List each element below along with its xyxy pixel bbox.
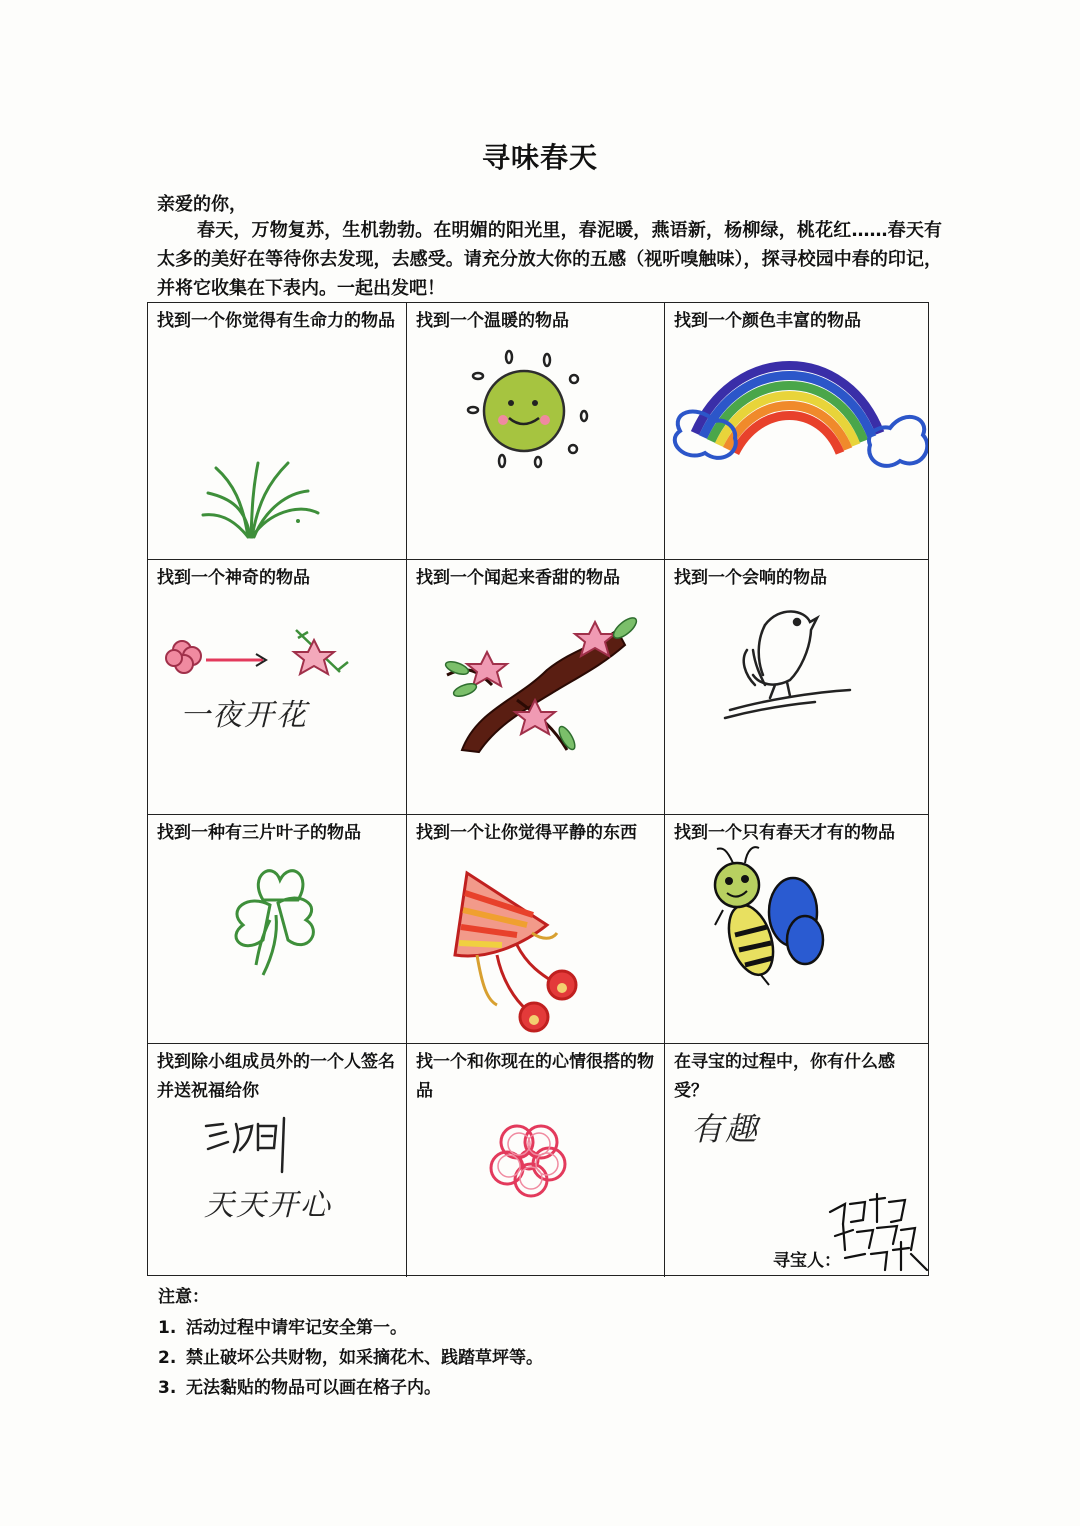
- cell-prompt: 找到一个闻起来香甜的物品: [416, 568, 620, 588]
- cell-prompt: 找到除小组成员外的一个人签名并送祝福给你: [157, 1052, 395, 1101]
- intro-paragraph: 春天，万物复苏，生机勃勃。在明媚的阳光里，春泥暖，燕语新，杨柳绿，桃花红……春天有太多的美好在等待你去发现，去感受。请充分放大你的五感（视听嗅触味），探寻校园中春的印记，并将它收集在下表内。一起出发吧！: [157, 220, 942, 299]
- cell-prompt: 找到一个温暖的物品: [416, 311, 569, 331]
- sun-drawing: [407, 303, 665, 560]
- finder-label: 寻宝人：: [773, 1251, 841, 1271]
- cell-prompt: 找到一个只有春天才有的物品: [674, 823, 895, 843]
- signature-scribble: [148, 1044, 407, 1277]
- note-item: [158, 1343, 543, 1373]
- greeting: 亲爱的你，: [157, 194, 247, 215]
- grid-cell-spring-only: [665, 815, 928, 1044]
- grid-cell-mood: [407, 1044, 665, 1277]
- cell-prompt: 找一个和你现在的心情很搭的物品: [416, 1052, 654, 1101]
- jellyfish-drawing: [407, 815, 665, 1044]
- handwritten-blessing: 天天开心: [204, 1188, 332, 1223]
- notes-title: 注意：: [158, 1287, 209, 1307]
- note-item: [158, 1373, 543, 1403]
- cell-prompt: 找到一个会响的物品: [674, 568, 827, 588]
- treasure-hunt-grid: [147, 302, 929, 1276]
- grid-cell-vitality: [148, 303, 407, 560]
- clover-drawing: [148, 815, 407, 1044]
- grass-drawing: [148, 303, 407, 560]
- pink-flower-drawing: [407, 1044, 665, 1277]
- grid-cell-sound: [665, 560, 928, 815]
- finder-signatures: [665, 1044, 928, 1277]
- note-text: 无法黏贴的物品可以画在格子内。: [186, 1378, 441, 1398]
- handwritten-feeling: 有趣: [691, 1110, 760, 1148]
- note-text: 活动过程中请牢记安全第一。: [186, 1318, 407, 1338]
- page-title: 寻味春天: [481, 141, 598, 174]
- grid-cell-calm: [407, 815, 665, 1044]
- grid-cell-colorful: [665, 303, 928, 560]
- note-number: 1.: [158, 1318, 177, 1338]
- grid-cell-feeling: [665, 1044, 928, 1277]
- cell-prompt: 找到一个神奇的物品: [157, 568, 310, 588]
- bee-drawing: [665, 815, 928, 1044]
- bird-drawing: [665, 560, 928, 815]
- grid-cell-warm: [407, 303, 665, 560]
- grid-cell-magical: [148, 560, 407, 815]
- note-item: [158, 1313, 543, 1343]
- cell-prompt: 在寻宝的过程中，你有什么感受？: [674, 1052, 895, 1101]
- blossom-branch-drawing: [407, 560, 665, 815]
- cell-prompt: 找到一个让你觉得平静的东西: [416, 823, 637, 843]
- grid-cell-sweet-smell: [407, 560, 665, 815]
- notes-section: [158, 1282, 543, 1403]
- grid-cell-signature: [148, 1044, 407, 1277]
- handwritten-note: 一夜开花: [180, 698, 308, 733]
- note-number: 3.: [158, 1378, 177, 1398]
- cell-prompt: 找到一种有三片叶子的物品: [157, 823, 361, 843]
- grid-cell-three-leaves: [148, 815, 407, 1044]
- blooming-flower-drawing: [148, 560, 407, 815]
- rainbow-drawing: [665, 303, 928, 560]
- cell-prompt: 找到一个你觉得有生命力的物品: [157, 311, 395, 331]
- note-number: 2.: [158, 1348, 177, 1368]
- cell-prompt: 找到一个颜色丰富的物品: [674, 311, 861, 331]
- note-text: 禁止破坏公共财物，如采摘花木、践踏草坪等。: [186, 1348, 543, 1368]
